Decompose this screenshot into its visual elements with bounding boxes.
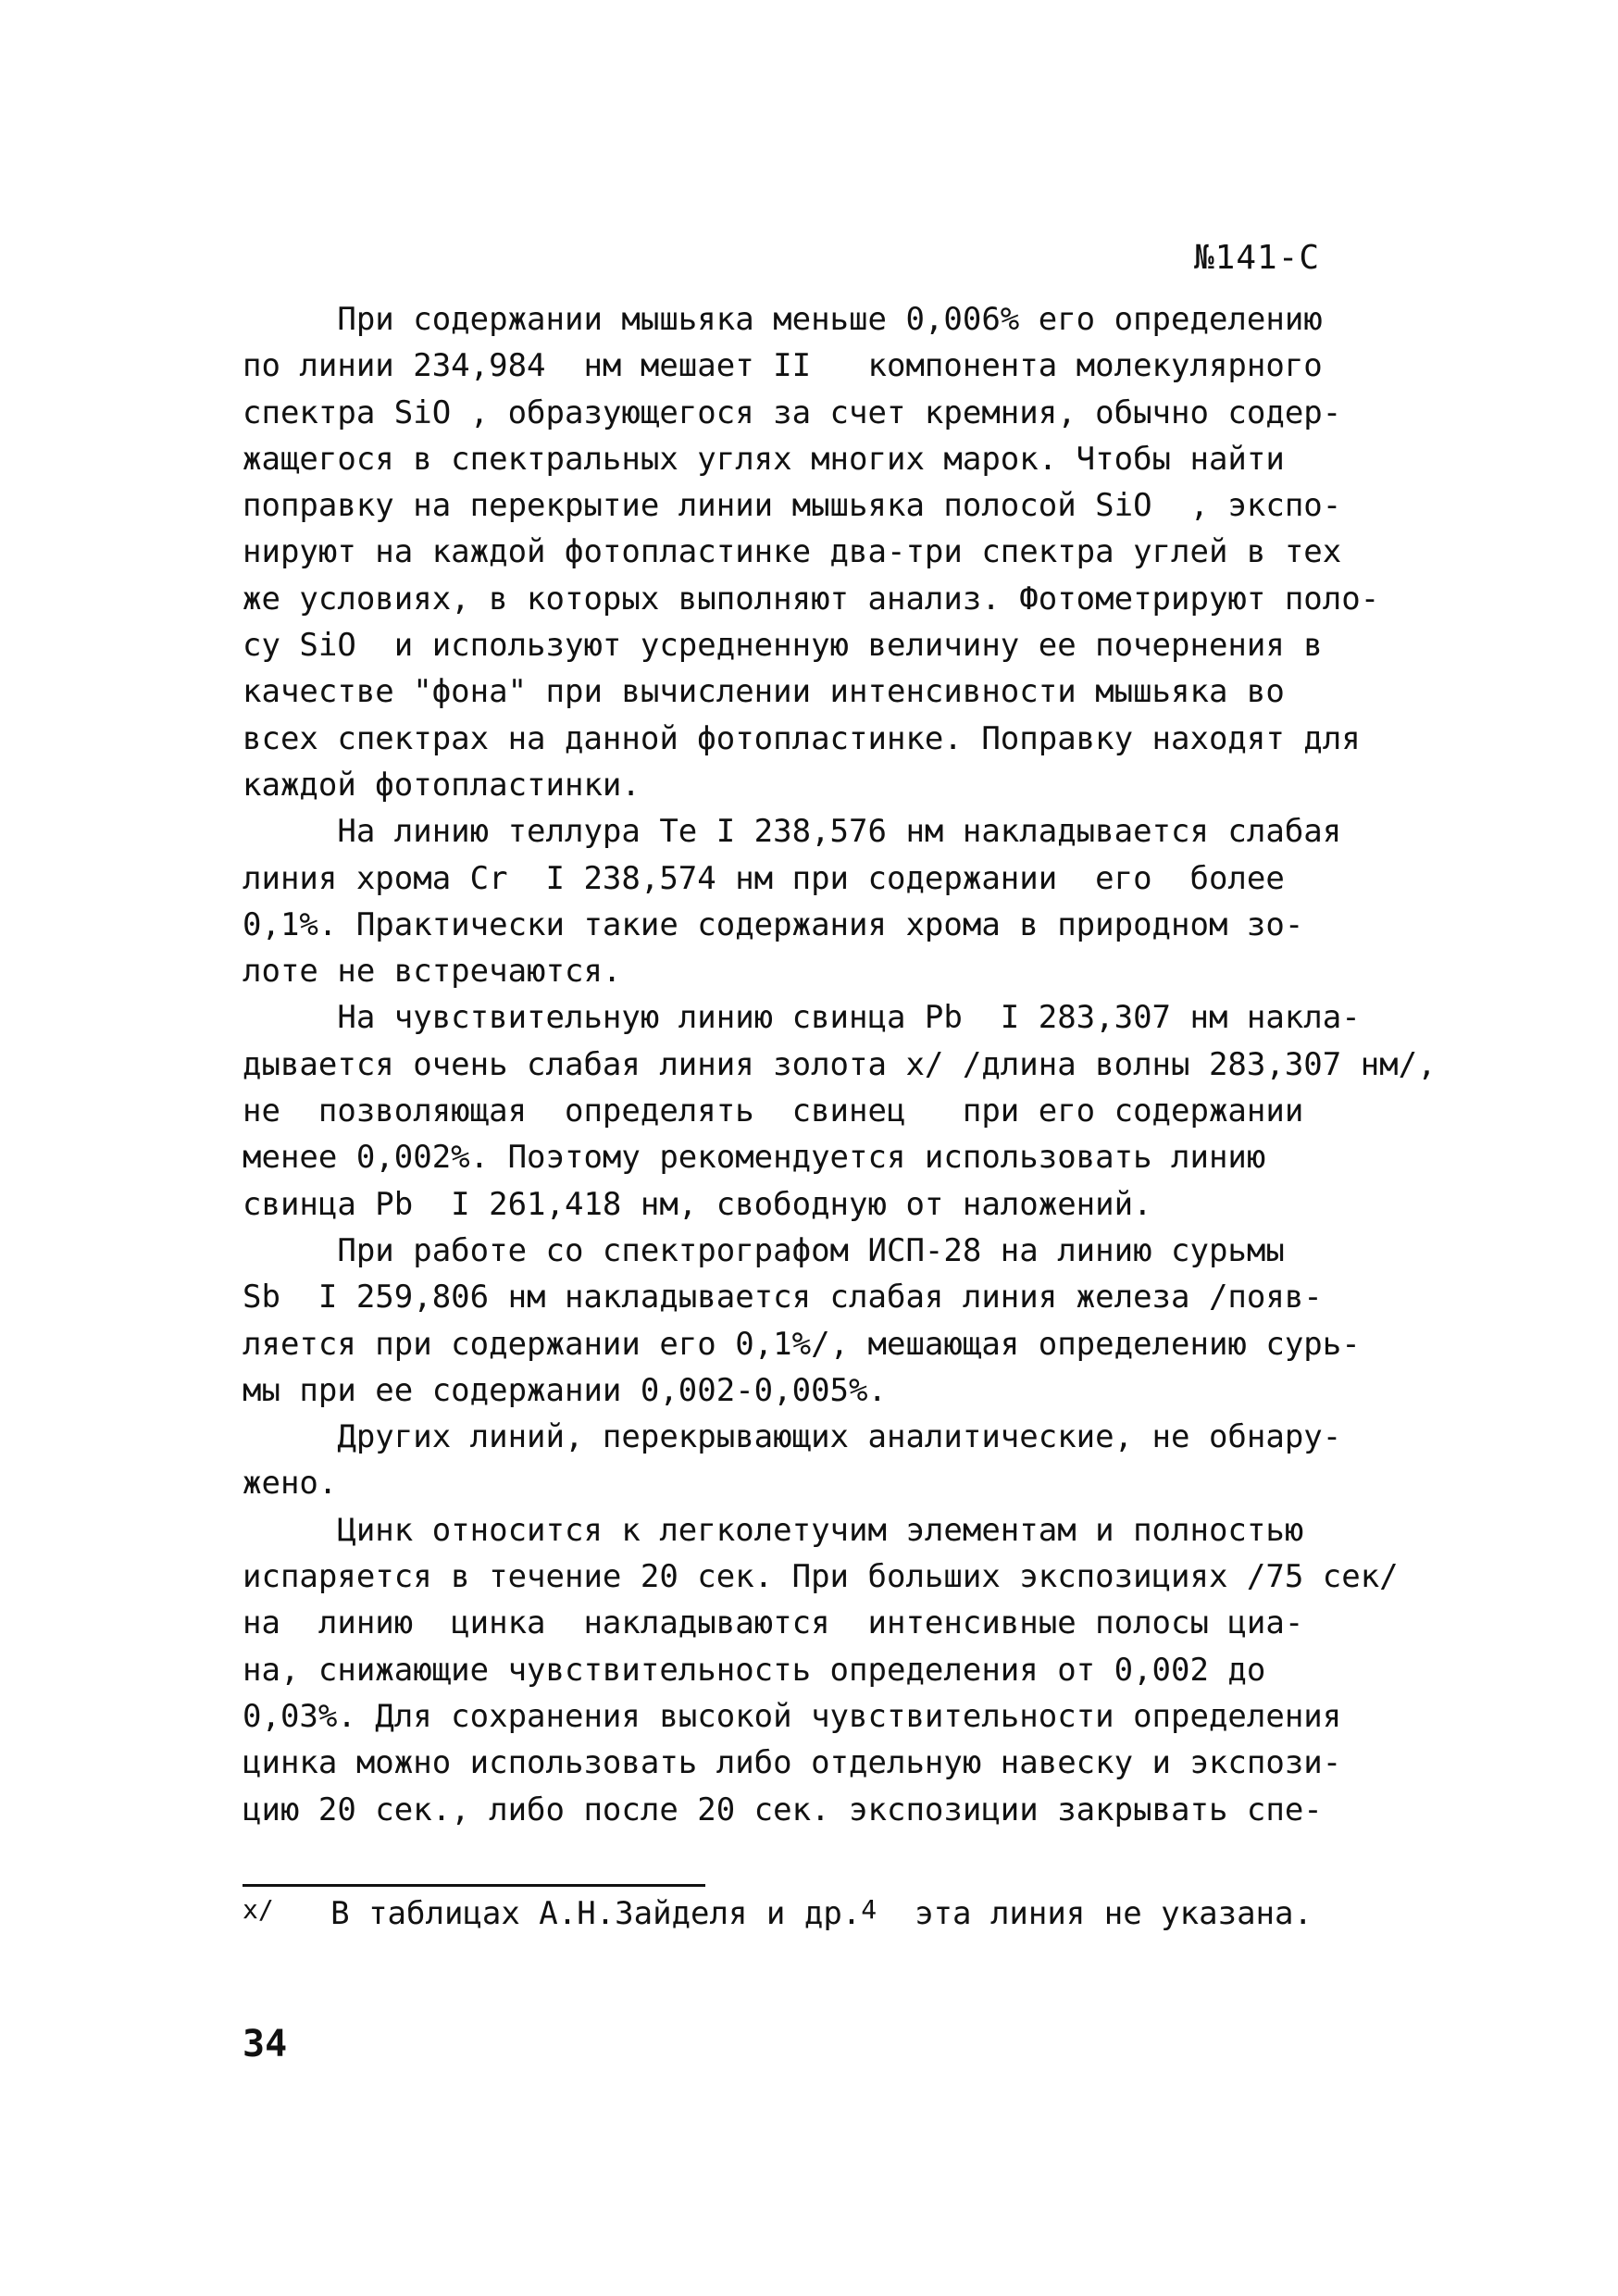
text-line: На чувствительную линию свинца Pb I 283,307 нм накла- xyxy=(243,999,1361,1037)
text-line: Цинк относится к легколетучим элементам и полностью xyxy=(243,1511,1304,1549)
text-line: Sb I 259,806 нм накладывается слабая линия железа /появ- xyxy=(243,1279,1323,1316)
text-line: на линию цинка накладываются интенсивные полосы циа- xyxy=(243,1604,1304,1642)
footnote-reference: 4 xyxy=(861,1894,877,1925)
text-line: по линии 234,984 нм мешает II компонента молекулярного xyxy=(243,347,1323,385)
text-line: качестве "фона" при вычислении интенсивности мышьяка во xyxy=(243,673,1285,711)
text-line: свинца Pb I 261,418 нм, свободную от наложений. xyxy=(243,1185,1152,1223)
text-line: 0,03%. Для сохранения высокой чувствительности определения xyxy=(243,1697,1342,1735)
text-line: каждой фотопластинки. xyxy=(243,766,641,804)
footnote-divider xyxy=(243,1884,705,1887)
text-line: всех спектрах на данной фотопластинке. Поправку находят для xyxy=(243,719,1361,757)
text-line: лоте не встречаются. xyxy=(243,953,622,991)
text-line: На линию теллура Те I 238,576 нм накладывается слабая xyxy=(243,813,1342,851)
text-line: менее 0,002%. Поэтому рекомендуется использовать линию xyxy=(243,1139,1266,1177)
text-line: 0,1%. Практически такие содержания хрома в природном зо- xyxy=(243,905,1304,943)
document-code: №141-С xyxy=(1194,239,1321,277)
footnote-tail: эта линия не указана. xyxy=(877,1895,1313,1932)
text-line: цию 20 сек., либо после 20 сек. экспозиции закрывать спе- xyxy=(243,1791,1323,1828)
text-line: су SiO и используют усредненную величину ее почернения в xyxy=(243,627,1323,665)
body-text xyxy=(243,296,1437,1833)
footnote xyxy=(243,1890,1313,1939)
text-line: Других линий, перекрывающих аналитические, не обнару- xyxy=(243,1418,1342,1456)
page-number: 34 xyxy=(243,2023,288,2065)
text-line: жащегося в спектральных углях многих марок. Чтобы найти xyxy=(243,440,1285,478)
text-line: на, снижающие чувствительность определения от 0,002 до xyxy=(243,1651,1266,1689)
text-line: спектра SiO , образующегося за счет кремния, обычно содер- xyxy=(243,393,1342,431)
text-line: же условиях, в которых выполняют анализ. Фотометрируют поло- xyxy=(243,580,1380,618)
text-line: дывается очень слабая линия золота x/ /длина волны 283,307 нм/, xyxy=(243,1045,1437,1083)
text-line: линия хрома Cr I 238,574 нм при содержании его более xyxy=(243,859,1285,897)
text-line: поправку на перекрытие линии мышьяка полосой SiO , экспо- xyxy=(243,487,1342,525)
text-line: цинка можно использовать либо отдельную навеску и экспози- xyxy=(243,1744,1342,1782)
text-line: мы при ее содержании 0,002-0,005%. xyxy=(243,1371,887,1409)
text-line: испаряется в течение 20 сек. При больших экспозициях /75 сек/ xyxy=(243,1558,1399,1596)
text-line: нируют на каждой фотопластинке два-три спектра углей в тех xyxy=(243,533,1342,571)
footnote-text: В таблицах А.Н.Зайделя и др. xyxy=(273,1895,862,1932)
text-line: жено. xyxy=(243,1465,338,1503)
text-line: При работе со спектрографом ИСП-28 на линию сурьмы xyxy=(243,1231,1285,1269)
text-line: При содержании мышьяка меньше 0,006% его определению xyxy=(243,301,1323,338)
text-line: не позволяющая определять свинец при его содержании xyxy=(243,1092,1304,1130)
footnote-marker: x/ xyxy=(243,1894,274,1925)
text-line: ляется при содержании его 0,1%/, мешающая определению сурь- xyxy=(243,1325,1361,1363)
